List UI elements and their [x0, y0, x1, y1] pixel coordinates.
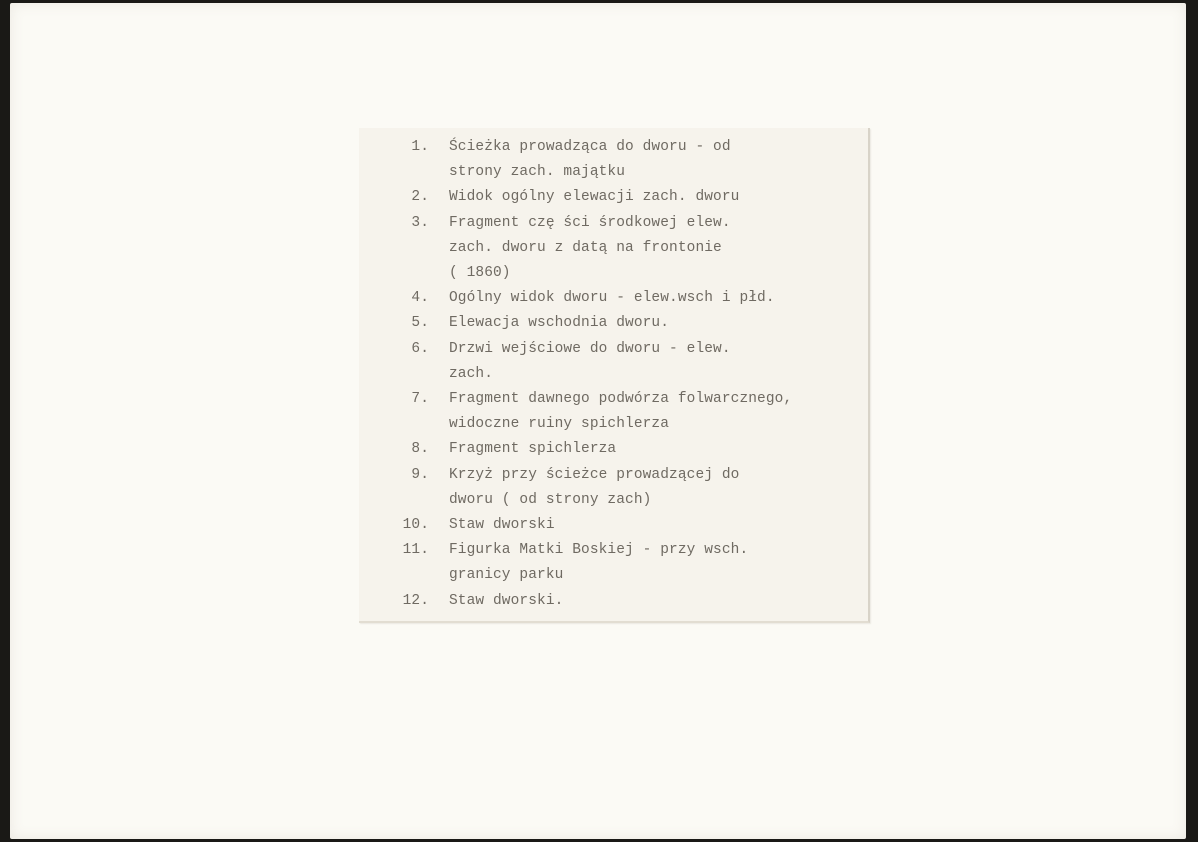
item-text: Ogólny widok dworu - elew.wsch i płd. [449, 290, 775, 307]
item-number: 11. [402, 542, 429, 559]
item-text: Krzyż przy ścieżce prowadzącej do dworu ( od strony zach) [449, 466, 740, 508]
item-number: 5. [411, 315, 429, 332]
list-item [377, 589, 858, 614]
item-number: 8. [411, 441, 429, 458]
item-number: 1. [411, 139, 429, 155]
list-item [377, 337, 858, 387]
caption-list [377, 135, 858, 614]
list-item [377, 437, 858, 462]
list-item [377, 135, 858, 185]
list-item [377, 513, 858, 538]
item-number: 10. [402, 517, 429, 534]
item-text: Figurka Matki Boskiej - przy wsch. granicy parku [449, 542, 749, 584]
list-item [377, 286, 858, 311]
item-number: 7. [411, 391, 429, 408]
item-text: Fragment czę ści środkowej elew. zach. dworu z datą na frontonie ( 1860) [449, 214, 731, 282]
list-item [377, 387, 858, 437]
typed-caption-slip [359, 128, 870, 623]
item-text: Staw dworski [449, 517, 555, 534]
item-text: Ścieżka prowadząca do dworu - od strony zach. majątku [449, 139, 731, 181]
list-item [377, 185, 858, 210]
item-number: 4. [411, 290, 429, 307]
item-text: Elewacja wschodnia dworu. [449, 315, 670, 332]
item-number: 9. [411, 466, 429, 483]
list-item [377, 463, 858, 513]
item-text: Fragment spichlerza [449, 441, 617, 458]
list-item [377, 311, 858, 336]
item-text: Drzwi wejściowe do dworu - elew. zach. [449, 340, 731, 382]
list-item [377, 211, 858, 287]
item-number: 6. [411, 340, 429, 357]
item-text: Widok ogólny elewacji zach. dworu [449, 189, 740, 206]
item-number: 3. [411, 214, 429, 231]
item-number: 2. [411, 189, 429, 206]
item-text: Staw dworski. [449, 592, 564, 609]
item-number: 12. [402, 592, 429, 609]
item-text: Fragment dawnego podwórza folwarcznego, widoczne ruiny spichlerza [449, 391, 793, 433]
mounting-sheet [10, 3, 1186, 839]
list-item [377, 538, 858, 588]
